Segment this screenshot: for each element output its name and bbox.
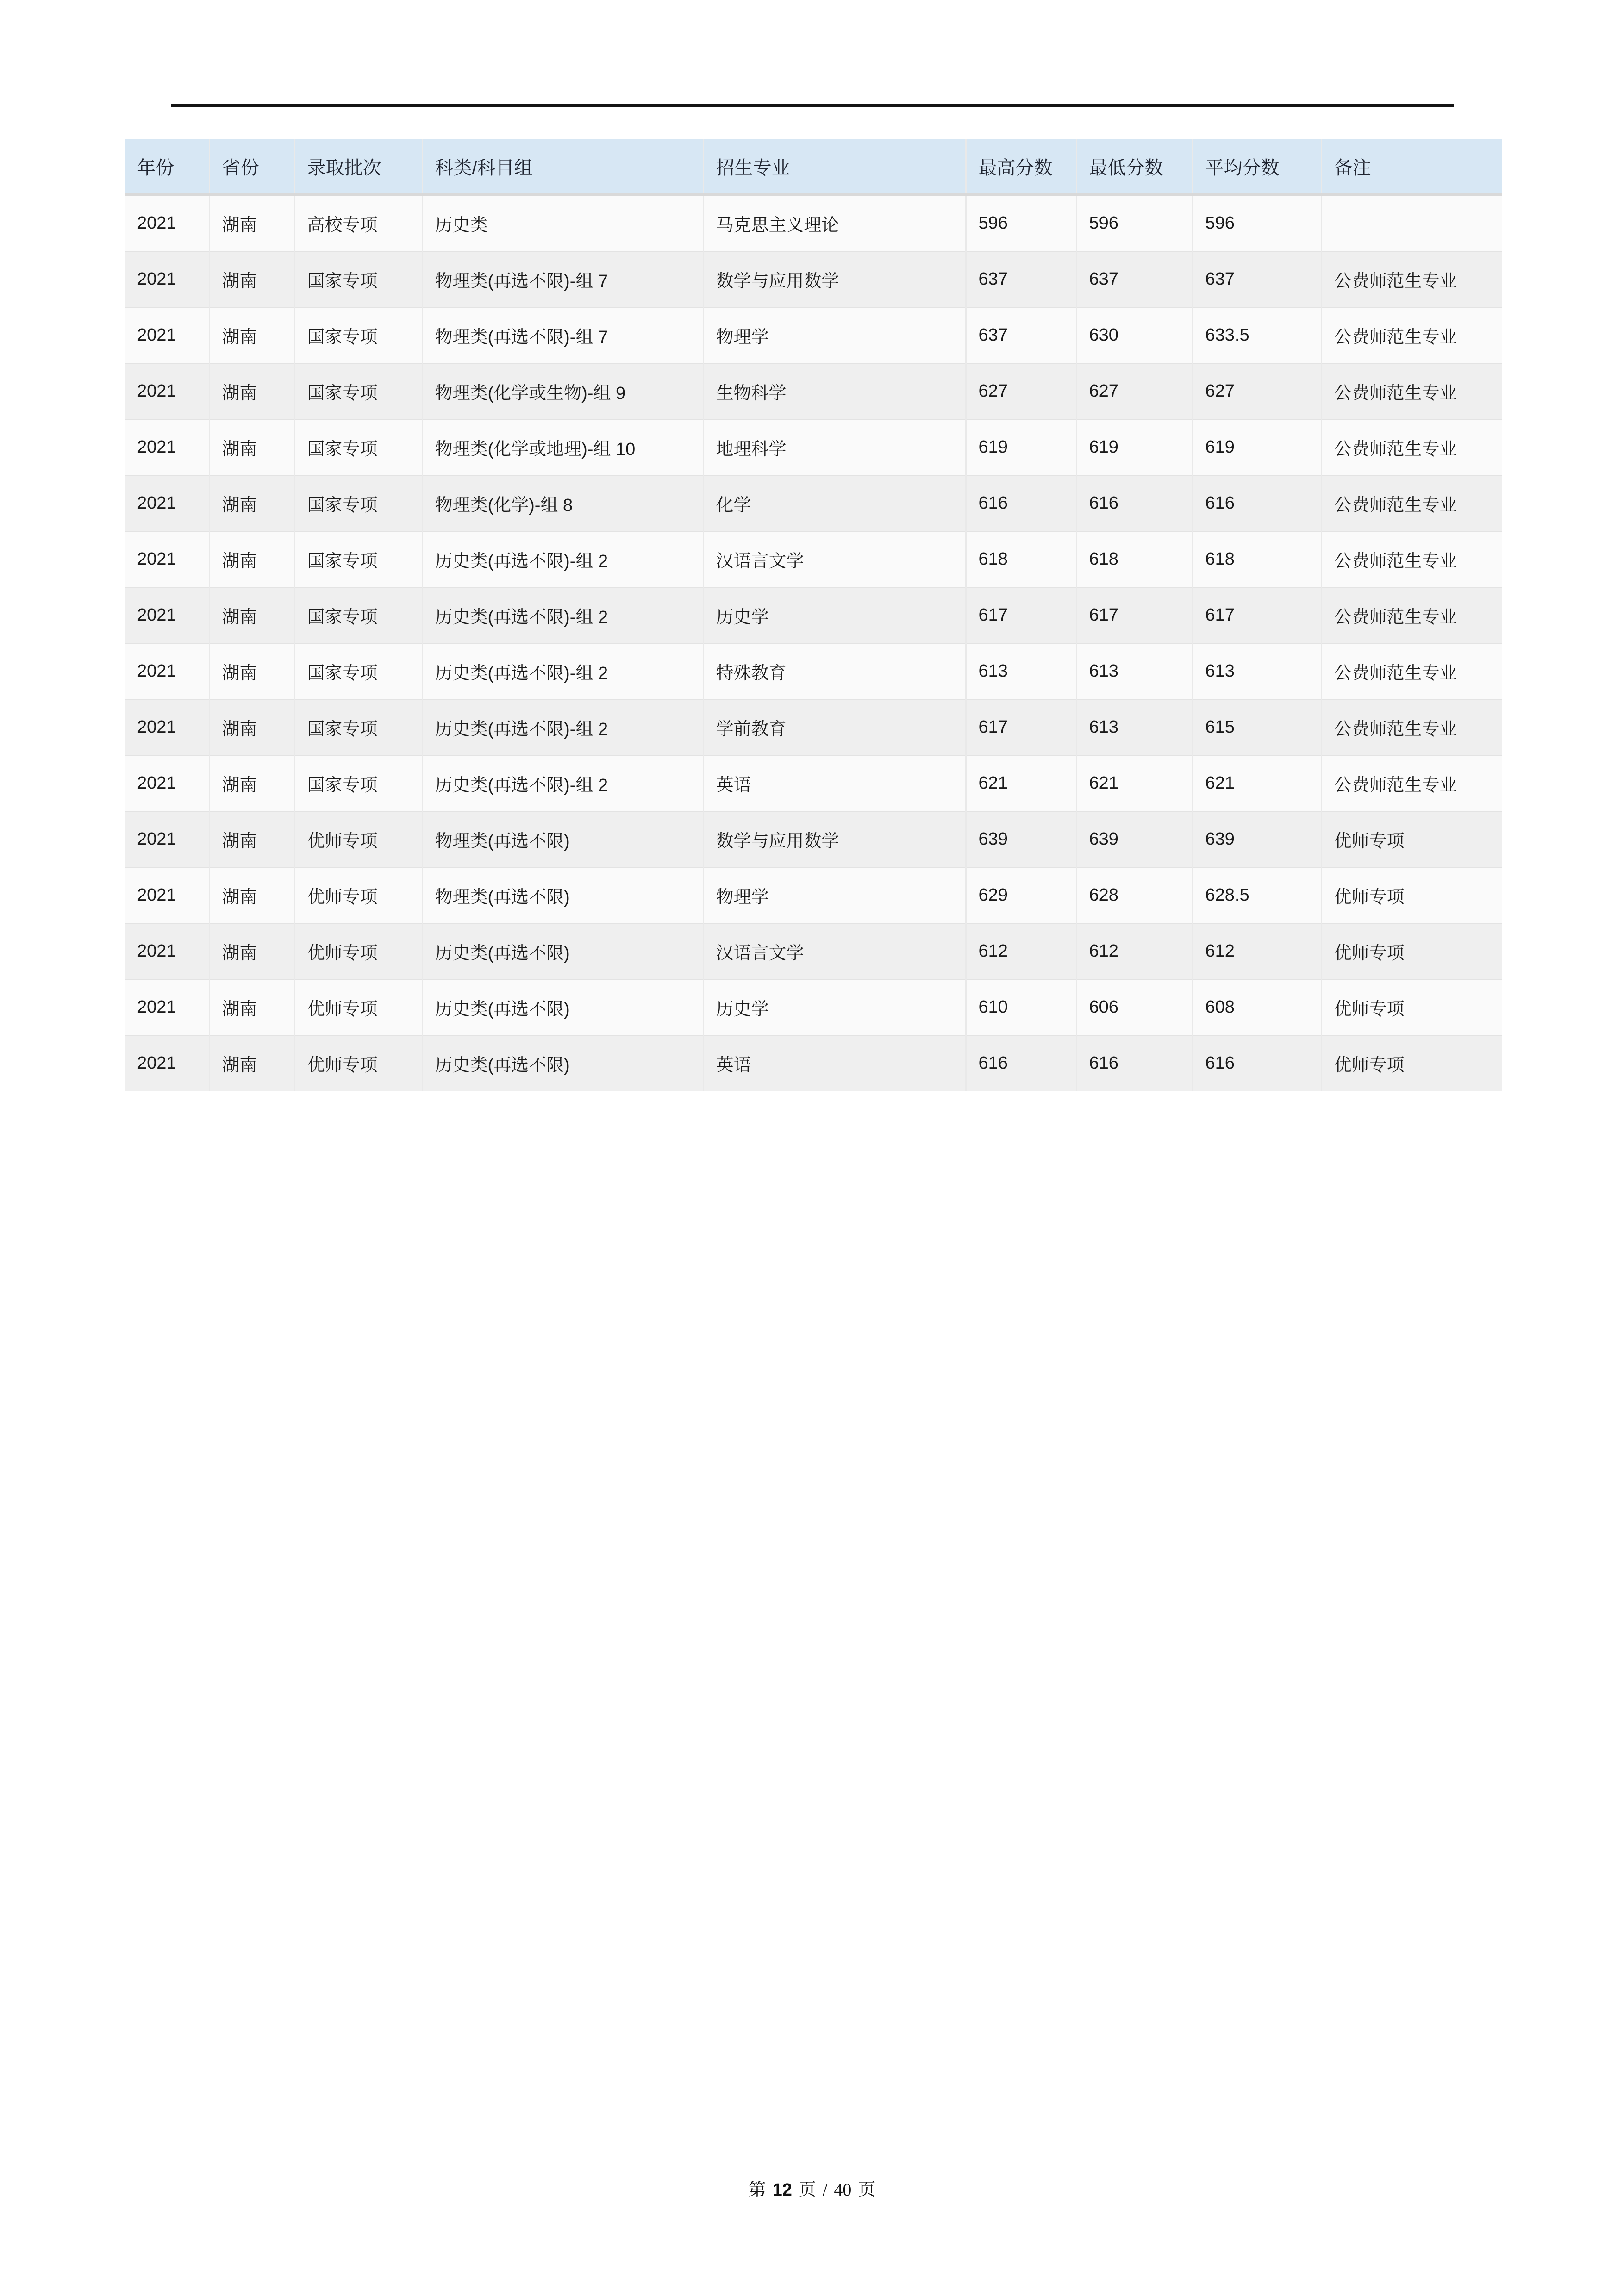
- footer-page-prefix: 第: [748, 2180, 766, 2200]
- table-cell: 湖南: [209, 194, 294, 251]
- table-cell: 2021: [125, 979, 209, 1035]
- table-cell: 639: [1193, 811, 1321, 867]
- column-header-subject-group: 科类/科目组: [422, 139, 703, 194]
- table-row: [125, 307, 1502, 363]
- column-header-min-score: 最低分数: [1076, 139, 1193, 194]
- table-cell: 639: [1076, 811, 1193, 867]
- table-cell: 历史类(再选不限)-组 2: [422, 531, 703, 587]
- column-header-year: 年份: [125, 139, 209, 194]
- table-cell: 613: [966, 643, 1076, 699]
- header-rule: [171, 104, 1454, 107]
- table-cell: 国家专项: [294, 363, 422, 419]
- table-cell: 物理类(化学)-组 8: [422, 475, 703, 531]
- table-cell: 612: [966, 923, 1076, 979]
- column-header-major: 招生专业: [703, 139, 966, 194]
- table-cell: 汉语言文学: [703, 923, 966, 979]
- table-cell: 629: [966, 867, 1076, 923]
- table-row: [125, 531, 1502, 587]
- table-cell: 优师专项: [1321, 811, 1502, 867]
- table-cell: 国家专项: [294, 419, 422, 475]
- footer-separator: /: [822, 2180, 828, 2200]
- table-cell: 数学与应用数学: [703, 811, 966, 867]
- table-cell: 湖南: [209, 643, 294, 699]
- table-cell: 历史类(再选不限)-组 2: [422, 587, 703, 643]
- table-cell: 优师专项: [294, 811, 422, 867]
- footer-current-page: 12: [772, 2180, 792, 2200]
- footer-total-pages: 40: [834, 2180, 852, 2200]
- table-cell: 湖南: [209, 699, 294, 755]
- table-cell: 公费师范生专业: [1321, 643, 1502, 699]
- table-cell: 历史类(再选不限): [422, 979, 703, 1035]
- table-cell: 621: [1193, 755, 1321, 811]
- table-cell: 优师专项: [1321, 1035, 1502, 1091]
- table-cell: 612: [1076, 923, 1193, 979]
- table-cell: 616: [1193, 1035, 1321, 1091]
- table-row: [125, 811, 1502, 867]
- table-cell: 国家专项: [294, 475, 422, 531]
- table-cell: 2021: [125, 811, 209, 867]
- table-cell: 618: [1193, 531, 1321, 587]
- table-cell: 物理类(再选不限): [422, 811, 703, 867]
- table-cell: 621: [966, 755, 1076, 811]
- table-cell: 国家专项: [294, 307, 422, 363]
- table-cell: 627: [1193, 363, 1321, 419]
- table-cell: 湖南: [209, 363, 294, 419]
- table-cell: 公费师范生专业: [1321, 755, 1502, 811]
- table-cell: 619: [1076, 419, 1193, 475]
- table-cell: 2021: [125, 643, 209, 699]
- table-cell: 优师专项: [1321, 979, 1502, 1035]
- table-cell: 特殊教育: [703, 643, 966, 699]
- table-cell: 610: [966, 979, 1076, 1035]
- footer-total-unit: 页: [858, 2180, 876, 2200]
- table-row: [125, 755, 1502, 811]
- table-cell: 617: [1076, 587, 1193, 643]
- table-cell: 物理学: [703, 867, 966, 923]
- table-row: [125, 419, 1502, 475]
- table-cell: 596: [1076, 194, 1193, 251]
- column-header-batch: 录取批次: [294, 139, 422, 194]
- table-cell: 历史类(再选不限): [422, 923, 703, 979]
- table-row: [125, 194, 1502, 251]
- table-header: [125, 139, 1502, 194]
- table-cell: 物理学: [703, 307, 966, 363]
- table-cell: 国家专项: [294, 755, 422, 811]
- table-cell: 高校专项: [294, 194, 422, 251]
- table-cell: 613: [1193, 643, 1321, 699]
- table-cell: 湖南: [209, 251, 294, 307]
- column-header-remark: 备注: [1321, 139, 1502, 194]
- table-cell: 湖南: [209, 1035, 294, 1091]
- table-cell: 公费师范生专业: [1321, 475, 1502, 531]
- table-cell: 国家专项: [294, 531, 422, 587]
- table-row: [125, 867, 1502, 923]
- table-cell: 619: [1193, 419, 1321, 475]
- table-cell: 马克思主义理论: [703, 194, 966, 251]
- table-cell: 物理类(再选不限)-组 7: [422, 307, 703, 363]
- column-header-province: 省份: [209, 139, 294, 194]
- table-cell: 617: [1193, 587, 1321, 643]
- table-row: [125, 643, 1502, 699]
- table-cell: [1321, 194, 1502, 251]
- table-cell: 2021: [125, 531, 209, 587]
- table-cell: 628: [1076, 867, 1193, 923]
- table-cell: 优师专项: [294, 1035, 422, 1091]
- column-header-avg-score: 平均分数: [1193, 139, 1321, 194]
- table-cell: 公费师范生专业: [1321, 531, 1502, 587]
- table-cell: 2021: [125, 755, 209, 811]
- table-cell: 2021: [125, 867, 209, 923]
- page-footer: [0, 2175, 1624, 2201]
- table-cell: 639: [966, 811, 1076, 867]
- table-cell: 优师专项: [294, 979, 422, 1035]
- table-cell: 湖南: [209, 475, 294, 531]
- table-cell: 历史类(再选不限): [422, 1035, 703, 1091]
- table-cell: 617: [966, 587, 1076, 643]
- table-cell: 历史类: [422, 194, 703, 251]
- admission-scores-table: [125, 139, 1502, 1091]
- table-cell: 618: [966, 531, 1076, 587]
- table-row: [125, 979, 1502, 1035]
- table-cell: 617: [966, 699, 1076, 755]
- table-cell: 国家专项: [294, 251, 422, 307]
- table-cell: 627: [966, 363, 1076, 419]
- table-cell: 湖南: [209, 923, 294, 979]
- column-header-max-score: 最高分数: [966, 139, 1076, 194]
- table-cell: 616: [1193, 475, 1321, 531]
- table-cell: 物理类(化学或生物)-组 9: [422, 363, 703, 419]
- table-cell: 数学与应用数学: [703, 251, 966, 307]
- table-cell: 628.5: [1193, 867, 1321, 923]
- table-cell: 2021: [125, 1035, 209, 1091]
- table-cell: 2021: [125, 475, 209, 531]
- table-cell: 616: [1076, 475, 1193, 531]
- table-cell: 优师专项: [294, 867, 422, 923]
- table-cell: 2021: [137, 213, 176, 233]
- table-cell: 618: [1076, 531, 1193, 587]
- table-cell: 公费师范生专业: [1321, 363, 1502, 419]
- table-cell: 616: [966, 1035, 1076, 1091]
- table-cell: 英语: [703, 1035, 966, 1091]
- table-row: [125, 251, 1502, 307]
- table-cell: 2021: [125, 419, 209, 475]
- table-cell: 2021: [125, 699, 209, 755]
- table-cell: 619: [966, 419, 1076, 475]
- table-cell: 公费师范生专业: [1321, 251, 1502, 307]
- table-cell: 2021: [125, 587, 209, 643]
- table-cell: 英语: [703, 755, 966, 811]
- table-cell: 湖南: [209, 531, 294, 587]
- table-cell: 公费师范生专业: [1321, 587, 1502, 643]
- table-cell: 国家专项: [294, 699, 422, 755]
- footer-page-unit: 页: [798, 2180, 816, 2200]
- table-row: [125, 699, 1502, 755]
- table-cell: 606: [1076, 979, 1193, 1035]
- table-row: [125, 363, 1502, 419]
- table-cell: 630: [1076, 307, 1193, 363]
- table-cell: 608: [1193, 979, 1321, 1035]
- table-cell: 616: [1076, 1035, 1193, 1091]
- table-cell: 616: [966, 475, 1076, 531]
- table-cell: 637: [1076, 251, 1193, 307]
- table-cell: 优师专项: [294, 923, 422, 979]
- table-cell: 2021: [125, 251, 209, 307]
- table-cell: 公费师范生专业: [1321, 699, 1502, 755]
- table-cell: 历史类(再选不限)-组 2: [422, 755, 703, 811]
- table-cell: 化学: [703, 475, 966, 531]
- table-cell: 地理科学: [703, 419, 966, 475]
- table-cell: 613: [1076, 699, 1193, 755]
- table-cell: 历史学: [703, 587, 966, 643]
- table-cell: 生物科学: [703, 363, 966, 419]
- table-body: [125, 194, 1502, 1091]
- table-cell: 物理类(再选不限): [422, 867, 703, 923]
- table-cell: 湖南: [209, 979, 294, 1035]
- table-cell: 湖南: [209, 755, 294, 811]
- table-cell: 汉语言文学: [703, 531, 966, 587]
- table-header-row: [125, 139, 1502, 194]
- table-cell: 615: [1193, 699, 1321, 755]
- table-cell: 优师专项: [1321, 867, 1502, 923]
- table-cell: 物理类(化学或地理)-组 10: [422, 419, 703, 475]
- table-cell: 612: [1193, 923, 1321, 979]
- table-cell: 596: [966, 194, 1076, 251]
- table-cell: 633.5: [1193, 307, 1321, 363]
- table-row: [125, 1035, 1502, 1091]
- table-row: [125, 923, 1502, 979]
- table-cell: 公费师范生专业: [1321, 307, 1502, 363]
- table-cell: 历史类(再选不限)-组 2: [422, 643, 703, 699]
- table-cell: 2021: [125, 923, 209, 979]
- table-cell: 637: [1193, 251, 1321, 307]
- table-cell: 621: [1076, 755, 1193, 811]
- table-cell: 历史学: [703, 979, 966, 1035]
- table-cell: 湖南: [209, 307, 294, 363]
- table-cell: 公费师范生专业: [1321, 419, 1502, 475]
- table-cell: 湖南: [209, 419, 294, 475]
- table-row: [125, 475, 1502, 531]
- table-cell: 物理类(再选不限)-组 7: [422, 251, 703, 307]
- table-cell: 国家专项: [294, 587, 422, 643]
- table-cell: 596: [1193, 194, 1321, 251]
- table-row: [125, 587, 1502, 643]
- table-cell: 学前教育: [703, 699, 966, 755]
- table-cell: 2021: [125, 307, 209, 363]
- table-cell: 2021: [125, 363, 209, 419]
- table-cell: 613: [1076, 643, 1193, 699]
- table-cell: 湖南: [209, 811, 294, 867]
- table-cell: 湖南: [209, 867, 294, 923]
- table-cell: 优师专项: [1321, 923, 1502, 979]
- table-cell: 627: [1076, 363, 1193, 419]
- table-cell: 637: [966, 251, 1076, 307]
- table-cell: 历史类(再选不限)-组 2: [422, 699, 703, 755]
- table-cell: 湖南: [209, 587, 294, 643]
- table-cell: 637: [966, 307, 1076, 363]
- table-cell: 国家专项: [294, 643, 422, 699]
